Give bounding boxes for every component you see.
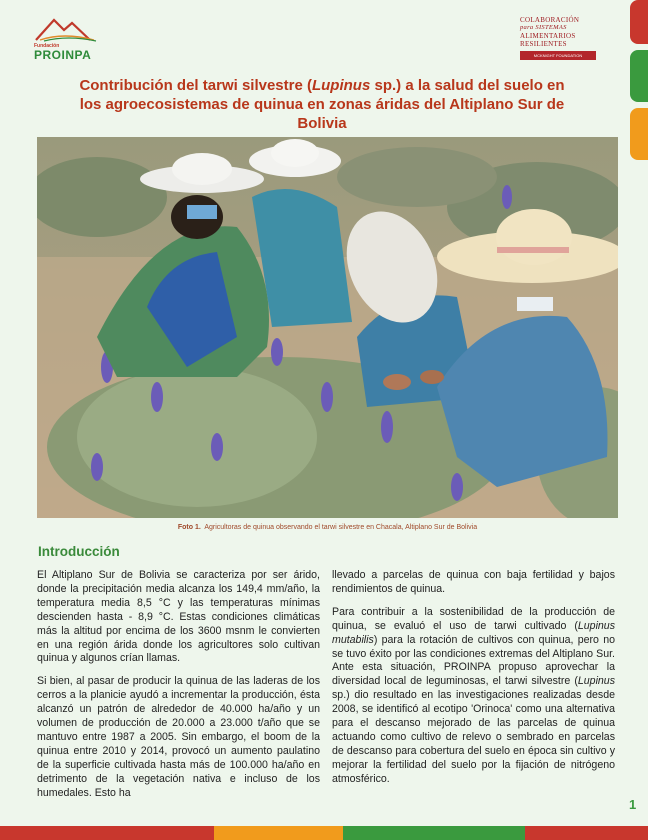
footer-segment-red-2 [525, 826, 648, 840]
collaboration-logo [520, 16, 596, 60]
section-heading: Introducción [38, 544, 120, 559]
logo-line-1: COLABORACIÓN [520, 16, 580, 24]
title-part-2: sp.) a la salud del suelo en los agroecosistemas de quinua en zonas áridas del Altiplano Sur de Bolivia [79, 77, 565, 132]
p4-part-a: Para contribuir a la sostenibilidad de la producción de quinua, se evaluó el uso de tarwi cultivado ( [332, 605, 615, 632]
paragraph-1: El Altiplano Sur de Bolivia se caracteriza por ser árido, donde la precipitación media alcanza los 149,4 mm/año, la temperatura media 8,5 °C y las temperaturas mínimas descienden hasta - 8,9 °C. Estas condiciones climáticas más la altitud por encima de los 3600 msnm le convierten en una región árida donde los agricultores solo cultivan quinua y algunos crían llamas. [37, 569, 320, 665]
logo-small-text: Fundación [34, 43, 60, 49]
photo-caption [37, 524, 618, 531]
field-photo [37, 137, 618, 518]
page-number: 1 [629, 797, 637, 812]
farmers-photo-illustration [37, 137, 618, 518]
side-tab-red [630, 0, 648, 44]
side-tab-green [630, 50, 648, 102]
logo-brand-text: PROINPA [34, 48, 92, 62]
p4-part-c: sp.) dio resultado en las investigaciones realizadas desde 2008, se identificó al ecotipo 'Orinoca' como una alternativa para el descanso mejorado de las parcelas de quinua actuando como cultivo de relevo o sembrado en parcelas de descanso para cobertura del suelo en época sin cultivo y mejorar la fertilidad del suelo por la fijación de nitrógeno atmosférico. [332, 689, 615, 785]
document-title [72, 76, 572, 133]
paragraph-4 [332, 606, 615, 787]
logo-line-2: para SISTEMAS [520, 24, 567, 31]
title-italic: Lupinus [311, 77, 371, 94]
footer-color-bar [0, 826, 648, 840]
p4-part-b: ) para la rotación de cultivos con quinua, pero no se tuvo éxito por las condiciones extremas del Altiplano Sur. Ante esta situación, PROINPA propuso aprovechar la diversidad local de leguminosas, el tarwi silvestre ( [332, 633, 615, 688]
column-left [37, 569, 320, 810]
footer-segment-red [0, 826, 214, 840]
mountain-logo-icon [34, 14, 100, 42]
title-part-1: Contribución del tarwi silvestre ( [79, 77, 312, 94]
p4-italic-1: Lupinus mutabilis [332, 619, 615, 646]
p4-italic-2: Lupinus [577, 675, 615, 688]
side-tab-orange [630, 108, 648, 160]
caption-text: Agricultoras de quinua observando el tarwi silvestre en Chacala, Altiplano Sur de Bolivia [204, 524, 478, 531]
paragraph-3: llevado a parcelas de quinua con baja fertilidad y bajos rendimientos de quinua. [332, 569, 615, 595]
footer-segment-green [343, 826, 524, 840]
caption-label: Foto 1. [177, 524, 201, 531]
footer-segment-orange [214, 826, 344, 840]
logo-line-3: ALIMENTARIOS [520, 32, 576, 40]
logo-foundation-bar: MCKNIGHT FOUNDATION [520, 51, 596, 60]
proinpa-logo [34, 14, 106, 61]
column-right [332, 569, 615, 796]
logo-line-4: RESILIENTES [520, 40, 567, 48]
paragraph-2: Si bien, al pasar de producir la quinua de las laderas de los cerros a la planicie ayudó a incrementar la producción, ésta alcanzó un patrón de alrededor de 40.000 ha/año y un volumen de producción de 20.000 a 23.000 t/año que se mantuvo entre 1987 a 2005. Sin embargo, el boom de la quinua entre 2010 y 2014, provocó un aumento paulatino de la superficie cultivada hasta más de 100.000 ha/año en detrimento de la vegetación nativa e incluso de los humedales. Esto ha [37, 675, 320, 799]
